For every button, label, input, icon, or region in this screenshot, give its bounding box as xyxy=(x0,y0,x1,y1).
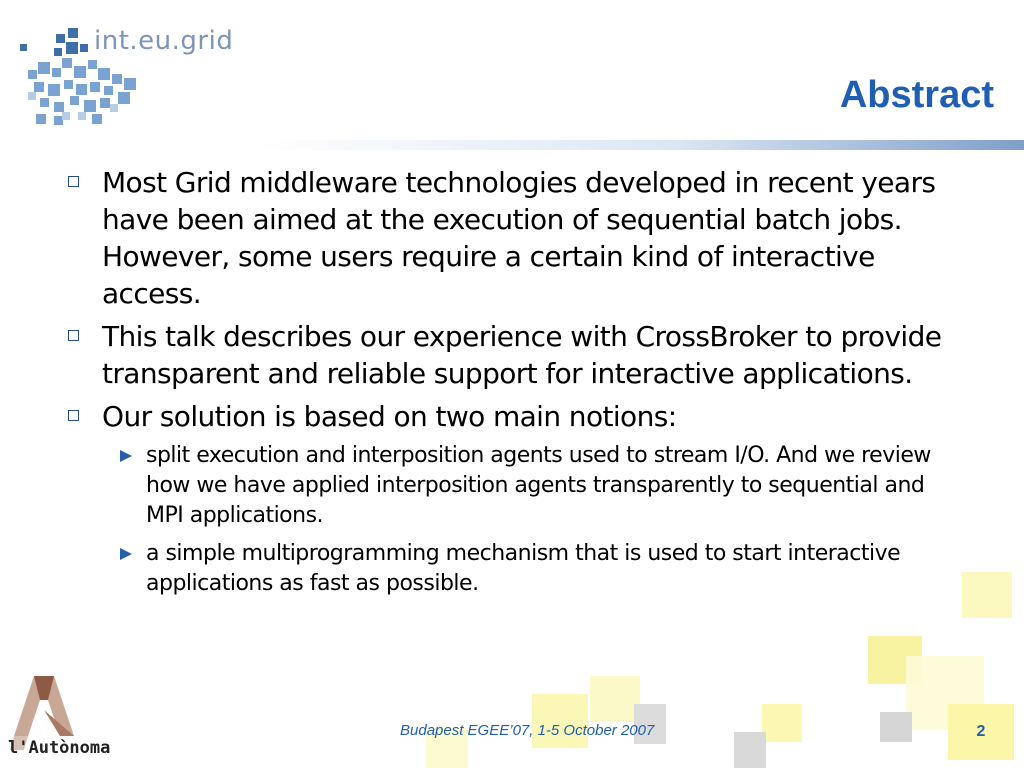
decor-square xyxy=(532,694,588,748)
bullet-item xyxy=(66,318,966,392)
sub-bullet-text: split execution and interposition agents used to stream I/O. And we review how we have applied interposition agents transparently to sequential and MPI applications. xyxy=(146,443,931,528)
hollow-square-bullet-icon xyxy=(68,330,79,341)
hollow-square-bullet-icon xyxy=(68,410,79,421)
page-number-box xyxy=(948,704,1014,760)
decor-square xyxy=(590,676,640,722)
logo-text: int.eu.grid xyxy=(94,26,234,56)
triangle-bullet-icon xyxy=(120,450,132,462)
hollow-square-bullet-icon xyxy=(68,176,79,187)
university-logo-text: l'Autònoma xyxy=(8,738,111,758)
triangle-bullet-icon xyxy=(120,548,132,560)
sub-bullet-text: a simple multiprogramming mechanism that is used to start interactive applications as fast as possible. xyxy=(146,541,901,596)
bullet-item xyxy=(66,164,966,312)
bullet-text: Most Grid middleware technologies developed in recent years have been aimed at the execution of sequential batch jobs. However, some users require a certain kind of interactive access. xyxy=(102,166,936,310)
bullet-text: This talk describes our experience with CrossBroker to provide transparent and reliable support for interactive applications. xyxy=(102,320,942,390)
decor-square xyxy=(734,732,766,768)
bullet-text: Our solution is based on two main notions: xyxy=(102,400,677,433)
footer-event: Budapest EGEE’07, 1-5 October 2007 xyxy=(400,722,655,739)
sub-bullet-item xyxy=(66,539,966,599)
page-number: 2 xyxy=(976,723,986,740)
slide-title: Abstract xyxy=(839,74,994,116)
decor-square xyxy=(762,704,802,742)
slide-body xyxy=(66,164,966,607)
decor-square xyxy=(962,572,1012,618)
sub-bullet-item xyxy=(66,441,966,531)
decor-square xyxy=(880,712,912,742)
bullet-item xyxy=(66,398,966,435)
title-underline-bar xyxy=(255,140,1024,150)
